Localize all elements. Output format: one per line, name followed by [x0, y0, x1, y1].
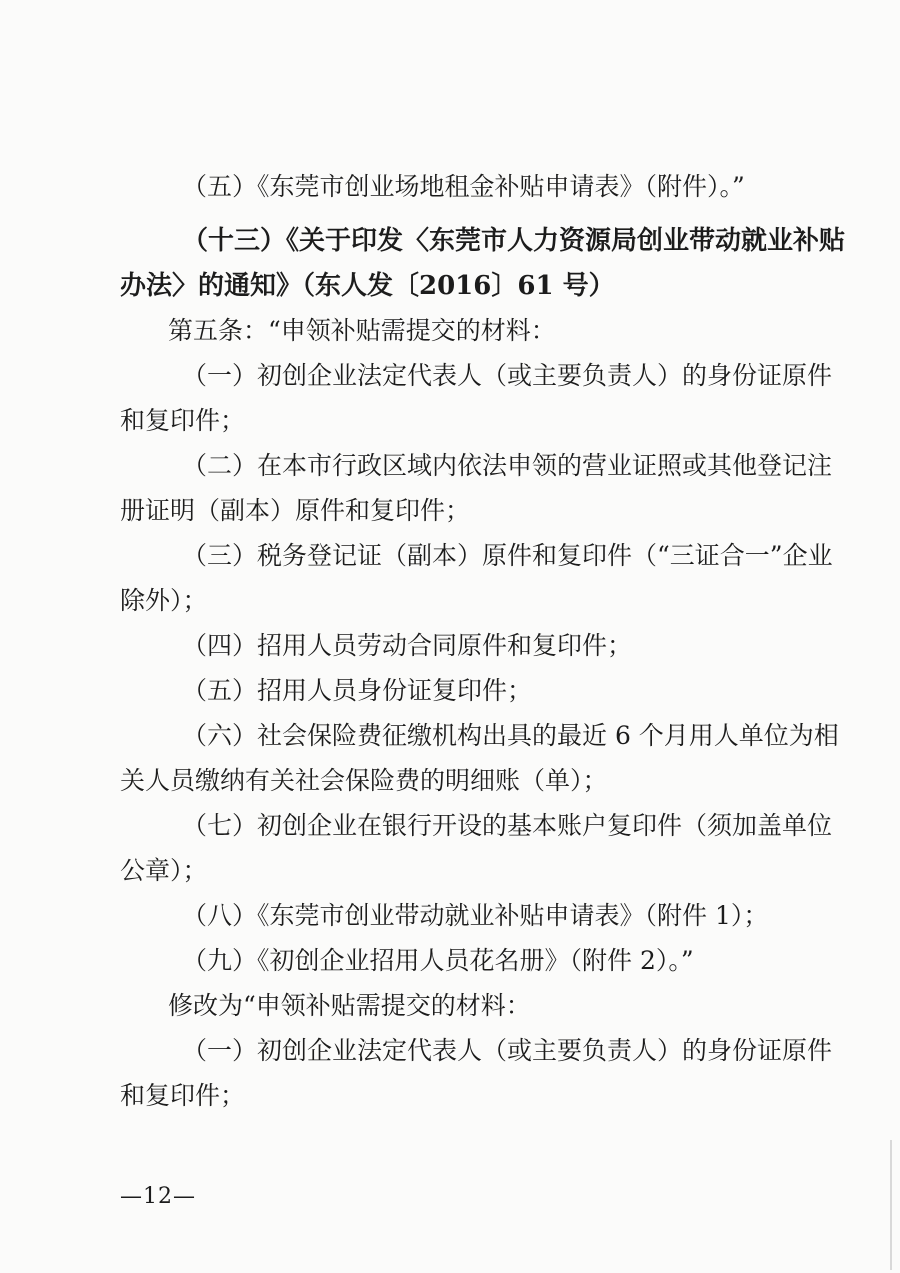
- paragraph-line: 和复印件；: [120, 1081, 246, 1110]
- scan-edge-mark: [890, 1140, 892, 1270]
- section-heading-line: 办法〉的通知》（东人发〔2016〕61 号）: [120, 271, 615, 301]
- paragraph-line: 和复印件；: [120, 406, 246, 435]
- paragraph-line: （四）招用人员劳动合同原件和复印件；: [182, 631, 633, 660]
- paragraph-line: （一）初创企业法定代表人（或主要负责人）的身份证原件: [182, 1036, 833, 1065]
- paragraph-line: 第五条：“申领补贴需提交的材料：: [168, 316, 556, 345]
- paragraph-line: 修改为“申领补贴需提交的材料：: [168, 991, 531, 1020]
- paragraph-line: （六）社会保险费征缴机构出具的最近 6 个月用人单位为相: [182, 721, 839, 750]
- paragraph-line: （五）《东莞市创业场地租金补贴申请表》（附件）。”: [182, 172, 745, 201]
- paragraph-line: （七）初创企业在银行开设的基本账户复印件（须加盖单位: [182, 811, 833, 840]
- paragraph-line: （一）初创企业法定代表人（或主要负责人）的身份证原件: [182, 361, 833, 390]
- paragraph-line: （九）《初创企业招用人员花名册》（附件 2）。”: [182, 946, 694, 975]
- paragraph-line: 册证明（副本）原件和复印件；: [120, 496, 471, 525]
- page-number: —12—: [120, 1184, 196, 1209]
- paragraph-line: 除外）；: [120, 586, 208, 615]
- paragraph-line: （八）《东莞市创业带动就业补贴申请表》（附件 1）；: [182, 901, 769, 930]
- section-heading-line: （十三）《关于印发〈东莞市人力资源局创业带动就业补贴: [182, 226, 846, 256]
- paragraph-line: （五）招用人员身份证复印件；: [182, 676, 533, 705]
- paragraph-line: 关人员缴纳有关社会保险费的明细账（单）；: [120, 766, 608, 795]
- paragraph-line: （二）在本市行政区域内依法申领的营业证照或其他登记注: [182, 451, 833, 480]
- paragraph-line: （三）税务登记证（副本）原件和复印件（“三证合一”企业: [182, 541, 833, 570]
- paragraph-line: 公章）；: [120, 856, 208, 885]
